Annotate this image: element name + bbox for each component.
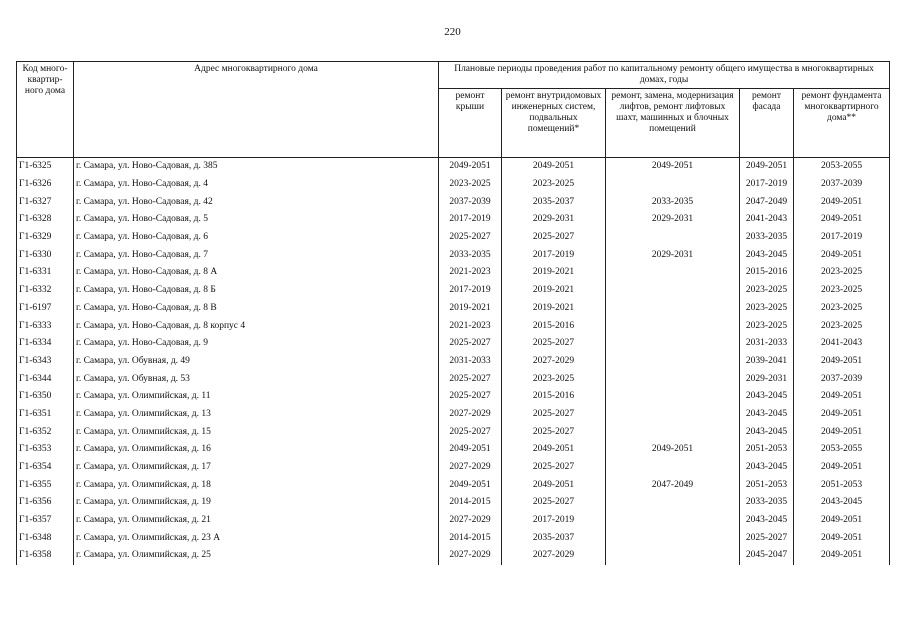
- header-address: Адрес многоквартирного дома: [74, 62, 439, 158]
- systems-period-cell: 2027-2029: [502, 547, 606, 565]
- table-row: [17, 246, 890, 264]
- house-code-cell: Г1-6348: [17, 529, 74, 547]
- header-foundation: ремонт фундамента многоквартирного дома**: [794, 89, 890, 158]
- lifts-period-cell: [606, 512, 740, 530]
- lifts-period-cell: 2029-2031: [606, 246, 740, 264]
- systems-period-cell: 2023-2025: [502, 176, 606, 194]
- table-row: [17, 229, 890, 247]
- foundation-period-cell: 2049-2051: [794, 193, 890, 211]
- roof-period-cell: 2023-2025: [439, 176, 502, 194]
- lifts-period-cell: [606, 335, 740, 353]
- header-code: Код много-квартир-ного дома: [17, 62, 74, 158]
- roof-period-cell: 2025-2027: [439, 370, 502, 388]
- foundation-period-cell: 2049-2051: [794, 547, 890, 565]
- facade-period-cell: 2031-2033: [740, 335, 794, 353]
- table-row: [17, 300, 890, 318]
- roof-period-cell: 2019-2021: [439, 300, 502, 318]
- systems-period-cell: 2049-2051: [502, 158, 606, 176]
- roof-period-cell: 2049-2051: [439, 158, 502, 176]
- address-cell: г. Самара, ул. Ново-Садовая, д. 8 А: [74, 264, 439, 282]
- facade-period-cell: 2049-2051: [740, 158, 794, 176]
- roof-period-cell: 2033-2035: [439, 246, 502, 264]
- facade-period-cell: 2023-2025: [740, 317, 794, 335]
- roof-period-cell: 2021-2023: [439, 317, 502, 335]
- address-cell: г. Самара, ул. Олимпийская, д. 21: [74, 512, 439, 530]
- table-row: [17, 547, 890, 565]
- header-systems: ремонт внутридомовых инженерных систем, подвальных помещений*: [502, 89, 606, 158]
- facade-period-cell: 2015-2016: [740, 264, 794, 282]
- header-lifts: ремонт, замена, модернизация лифтов, ремонт лифтовых шахт, машинных и блочных помещений: [606, 89, 740, 158]
- roof-period-cell: 2027-2029: [439, 459, 502, 477]
- roof-period-cell: 2025-2027: [439, 423, 502, 441]
- systems-period-cell: 2025-2027: [502, 459, 606, 477]
- foundation-period-cell: 2023-2025: [794, 264, 890, 282]
- roof-period-cell: 2017-2019: [439, 282, 502, 300]
- address-cell: г. Самара, ул. Ново-Садовая, д. 6: [74, 229, 439, 247]
- systems-period-cell: 2017-2019: [502, 246, 606, 264]
- address-cell: г. Самара, ул. Ново-Садовая, д. 8 корпус 4: [74, 317, 439, 335]
- house-code-cell: Г1-6353: [17, 441, 74, 459]
- table-row: [17, 176, 890, 194]
- house-code-cell: Г1-6333: [17, 317, 74, 335]
- systems-period-cell: 2015-2016: [502, 388, 606, 406]
- facade-period-cell: 2043-2045: [740, 246, 794, 264]
- roof-period-cell: 2014-2015: [439, 529, 502, 547]
- house-code-cell: Г1-6334: [17, 335, 74, 353]
- table-row: [17, 335, 890, 353]
- foundation-period-cell: 2043-2045: [794, 494, 890, 512]
- address-cell: г. Самара, ул. Олимпийская, д. 16: [74, 441, 439, 459]
- house-code-cell: Г1-6356: [17, 494, 74, 512]
- lifts-period-cell: [606, 370, 740, 388]
- systems-period-cell: 2019-2021: [502, 264, 606, 282]
- facade-period-cell: 2047-2049: [740, 193, 794, 211]
- address-cell: г. Самара, ул. Олимпийская, д. 17: [74, 459, 439, 477]
- facade-period-cell: 2043-2045: [740, 459, 794, 477]
- foundation-period-cell: 2049-2051: [794, 353, 890, 371]
- foundation-period-cell: 2017-2019: [794, 229, 890, 247]
- lifts-period-cell: [606, 547, 740, 565]
- house-code-cell: Г1-6327: [17, 193, 74, 211]
- foundation-period-cell: 2049-2051: [794, 388, 890, 406]
- house-code-cell: Г1-6331: [17, 264, 74, 282]
- table-row: [17, 512, 890, 530]
- header-periods: Плановые периоды проведения работ по капитальному ремонту общего имущества в многоквартирных домах, годы: [439, 62, 890, 89]
- systems-period-cell: 2025-2027: [502, 406, 606, 424]
- roof-period-cell: 2025-2027: [439, 388, 502, 406]
- address-cell: г. Самара, ул. Ново-Садовая, д. 9: [74, 335, 439, 353]
- house-code-cell: Г1-6358: [17, 547, 74, 565]
- foundation-period-cell: 2049-2051: [794, 512, 890, 530]
- table-row: [17, 317, 890, 335]
- header-facade: ремонт фасада: [740, 89, 794, 158]
- systems-period-cell: 2025-2027: [502, 229, 606, 247]
- address-cell: г. Самара, ул. Олимпийская, д. 19: [74, 494, 439, 512]
- foundation-period-cell: 2049-2051: [794, 211, 890, 229]
- lifts-period-cell: 2049-2051: [606, 158, 740, 176]
- lifts-period-cell: [606, 459, 740, 477]
- address-cell: г. Самара, ул. Олимпийская, д. 25: [74, 547, 439, 565]
- lifts-period-cell: [606, 494, 740, 512]
- roof-period-cell: 2031-2033: [439, 353, 502, 371]
- foundation-period-cell: 2023-2025: [794, 300, 890, 318]
- systems-period-cell: 2049-2051: [502, 441, 606, 459]
- house-code-cell: Г1-6352: [17, 423, 74, 441]
- foundation-period-cell: 2023-2025: [794, 317, 890, 335]
- address-cell: г. Самара, ул. Олимпийская, д. 13: [74, 406, 439, 424]
- table-row: [17, 353, 890, 371]
- address-cell: г. Самара, ул. Ново-Садовая, д. 5: [74, 211, 439, 229]
- systems-period-cell: 2025-2027: [502, 423, 606, 441]
- systems-period-cell: 2035-2037: [502, 529, 606, 547]
- address-cell: г. Самара, ул. Олимпийская, д. 18: [74, 476, 439, 494]
- table-row: [17, 264, 890, 282]
- table-row: [17, 193, 890, 211]
- facade-period-cell: 2051-2053: [740, 441, 794, 459]
- house-code-cell: Г1-6329: [17, 229, 74, 247]
- table-body: [17, 158, 890, 565]
- lifts-period-cell: [606, 388, 740, 406]
- address-cell: г. Самара, ул. Ново-Садовая, д. 8 Б: [74, 282, 439, 300]
- facade-period-cell: 2043-2045: [740, 512, 794, 530]
- foundation-period-cell: 2037-2039: [794, 370, 890, 388]
- lifts-period-cell: 2029-2031: [606, 211, 740, 229]
- address-cell: г. Самара, ул. Ново-Садовая, д. 42: [74, 193, 439, 211]
- lifts-period-cell: [606, 264, 740, 282]
- house-code-cell: Г1-6357: [17, 512, 74, 530]
- roof-period-cell: 2027-2029: [439, 512, 502, 530]
- foundation-period-cell: 2049-2051: [794, 246, 890, 264]
- roof-period-cell: 2025-2027: [439, 229, 502, 247]
- house-code-cell: Г1-6350: [17, 388, 74, 406]
- table-row: [17, 211, 890, 229]
- lifts-period-cell: 2047-2049: [606, 476, 740, 494]
- table-row: [17, 406, 890, 424]
- house-code-cell: Г1-6355: [17, 476, 74, 494]
- lifts-period-cell: 2049-2051: [606, 441, 740, 459]
- foundation-period-cell: 2051-2053: [794, 476, 890, 494]
- foundation-period-cell: 2037-2039: [794, 176, 890, 194]
- address-cell: г. Самара, ул. Олимпийская, д. 15: [74, 423, 439, 441]
- systems-period-cell: 2023-2025: [502, 370, 606, 388]
- foundation-period-cell: 2053-2055: [794, 441, 890, 459]
- house-code-cell: Г1-6332: [17, 282, 74, 300]
- systems-period-cell: 2049-2051: [502, 476, 606, 494]
- lifts-period-cell: 2033-2035: [606, 193, 740, 211]
- table-row: [17, 441, 890, 459]
- lifts-period-cell: [606, 529, 740, 547]
- house-code-cell: Г1-6330: [17, 246, 74, 264]
- facade-period-cell: 2043-2045: [740, 423, 794, 441]
- foundation-period-cell: 2049-2051: [794, 459, 890, 477]
- house-code-cell: Г1-6343: [17, 353, 74, 371]
- table-row: [17, 423, 890, 441]
- roof-period-cell: 2014-2015: [439, 494, 502, 512]
- lifts-period-cell: [606, 353, 740, 371]
- facade-period-cell: 2041-2043: [740, 211, 794, 229]
- lifts-period-cell: [606, 300, 740, 318]
- foundation-period-cell: 2049-2051: [794, 423, 890, 441]
- address-cell: г. Самара, ул. Ново-Садовая, д. 385: [74, 158, 439, 176]
- roof-period-cell: 2027-2029: [439, 406, 502, 424]
- address-cell: г. Самара, ул. Ново-Садовая, д. 8 В: [74, 300, 439, 318]
- lifts-period-cell: [606, 176, 740, 194]
- facade-period-cell: 2025-2027: [740, 529, 794, 547]
- facade-period-cell: 2033-2035: [740, 229, 794, 247]
- roof-period-cell: 2049-2051: [439, 476, 502, 494]
- foundation-period-cell: 2041-2043: [794, 335, 890, 353]
- foundation-period-cell: 2053-2055: [794, 158, 890, 176]
- foundation-period-cell: 2049-2051: [794, 406, 890, 424]
- foundation-period-cell: 2023-2025: [794, 282, 890, 300]
- house-code-cell: Г1-6197: [17, 300, 74, 318]
- roof-period-cell: 2037-2039: [439, 193, 502, 211]
- facade-period-cell: 2023-2025: [740, 282, 794, 300]
- table-row: [17, 388, 890, 406]
- systems-period-cell: 2025-2027: [502, 335, 606, 353]
- house-code-cell: Г1-6326: [17, 176, 74, 194]
- foundation-period-cell: 2049-2051: [794, 529, 890, 547]
- facade-period-cell: 2039-2041: [740, 353, 794, 371]
- table-row: [17, 370, 890, 388]
- systems-period-cell: 2025-2027: [502, 494, 606, 512]
- systems-period-cell: 2017-2019: [502, 512, 606, 530]
- house-code-cell: Г1-6344: [17, 370, 74, 388]
- address-cell: г. Самара, ул. Ново-Садовая, д. 4: [74, 176, 439, 194]
- table-row: [17, 529, 890, 547]
- lifts-period-cell: [606, 406, 740, 424]
- house-code-cell: Г1-6351: [17, 406, 74, 424]
- header-roof: ремонт крыши: [439, 89, 502, 158]
- table-row: [17, 158, 890, 176]
- systems-period-cell: 2019-2021: [502, 300, 606, 318]
- house-code-cell: Г1-6354: [17, 459, 74, 477]
- facade-period-cell: 2017-2019: [740, 176, 794, 194]
- facade-period-cell: 2043-2045: [740, 406, 794, 424]
- roof-period-cell: 2049-2051: [439, 441, 502, 459]
- address-cell: г. Самара, ул. Обувная, д. 53: [74, 370, 439, 388]
- lifts-period-cell: [606, 423, 740, 441]
- facade-period-cell: 2051-2053: [740, 476, 794, 494]
- table-row: [17, 494, 890, 512]
- systems-period-cell: 2035-2037: [502, 193, 606, 211]
- roof-period-cell: 2027-2029: [439, 547, 502, 565]
- roof-period-cell: 2021-2023: [439, 264, 502, 282]
- lifts-period-cell: [606, 317, 740, 335]
- table-row: [17, 459, 890, 477]
- facade-period-cell: 2023-2025: [740, 300, 794, 318]
- table-row: [17, 476, 890, 494]
- table-row: [17, 282, 890, 300]
- capital-repair-table: [16, 61, 890, 565]
- address-cell: г. Самара, ул. Ново-Садовая, д. 7: [74, 246, 439, 264]
- roof-period-cell: 2017-2019: [439, 211, 502, 229]
- lifts-period-cell: [606, 229, 740, 247]
- facade-period-cell: 2043-2045: [740, 388, 794, 406]
- systems-period-cell: 2029-2031: [502, 211, 606, 229]
- address-cell: г. Самара, ул. Олимпийская, д. 11: [74, 388, 439, 406]
- house-code-cell: Г1-6328: [17, 211, 74, 229]
- lifts-period-cell: [606, 282, 740, 300]
- roof-period-cell: 2025-2027: [439, 335, 502, 353]
- facade-period-cell: 2033-2035: [740, 494, 794, 512]
- address-cell: г. Самара, ул. Олимпийская, д. 23 А: [74, 529, 439, 547]
- systems-period-cell: 2019-2021: [502, 282, 606, 300]
- facade-period-cell: 2029-2031: [740, 370, 794, 388]
- systems-period-cell: 2027-2029: [502, 353, 606, 371]
- address-cell: г. Самара, ул. Обувная, д. 49: [74, 353, 439, 371]
- page-number: 220: [444, 26, 461, 38]
- house-code-cell: Г1-6325: [17, 158, 74, 176]
- systems-period-cell: 2015-2016: [502, 317, 606, 335]
- facade-period-cell: 2045-2047: [740, 547, 794, 565]
